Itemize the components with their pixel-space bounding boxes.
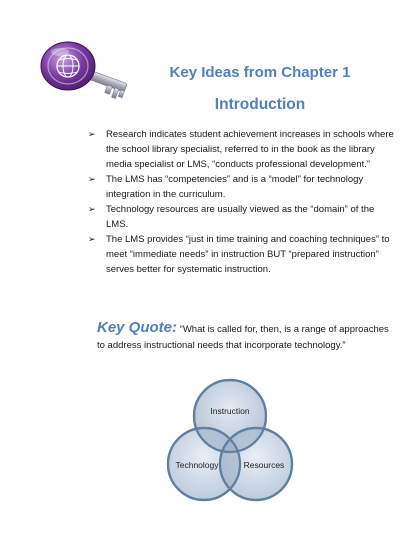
page-title: Key Ideas from Chapter 1 bbox=[169, 64, 351, 81]
venn-label-instruction: Instruction bbox=[210, 406, 250, 416]
key-ideas-list bbox=[88, 127, 394, 277]
arrow-bullet-icon: ➢ bbox=[88, 204, 96, 214]
venn-label-resources: Resources bbox=[243, 460, 285, 470]
list-item-text: Technology resources are usually viewed as the “domain” of the LMS. bbox=[106, 204, 375, 230]
page-subtitle: Introduction bbox=[214, 96, 306, 113]
key-quote bbox=[97, 320, 392, 354]
list-item bbox=[88, 127, 394, 172]
list-item-text: Research indicates student achievement increases in schools where the school library specialist, referred to in the book as the library media specialist or LMS, “conducts professional development.” bbox=[106, 129, 394, 170]
arrow-bullet-icon: ➢ bbox=[88, 234, 96, 244]
arrow-bullet-icon: ➢ bbox=[88, 174, 96, 184]
list-item bbox=[88, 172, 394, 202]
list-item bbox=[88, 232, 394, 277]
arrow-bullet-icon: ➢ bbox=[88, 129, 96, 139]
list-item bbox=[88, 202, 394, 232]
venn-diagram bbox=[160, 376, 300, 508]
key-quote-label: Key Quote: bbox=[97, 319, 178, 336]
key-icon bbox=[36, 38, 136, 110]
key-quote-text: “What is called for, then, is a range of approaches to address instructional needs that incorporate technology.” bbox=[97, 324, 389, 351]
list-item-text: The LMS provides “just in time training and coaching techniques” to meet “immediate needs” in instruction BUT “prepared instruction” serves better for systematic instruction. bbox=[106, 234, 390, 275]
list-item-text: The LMS has “competencies” and is a “model” for technology integration in the curriculum. bbox=[106, 174, 364, 200]
venn-label-technology: Technology bbox=[175, 460, 219, 470]
